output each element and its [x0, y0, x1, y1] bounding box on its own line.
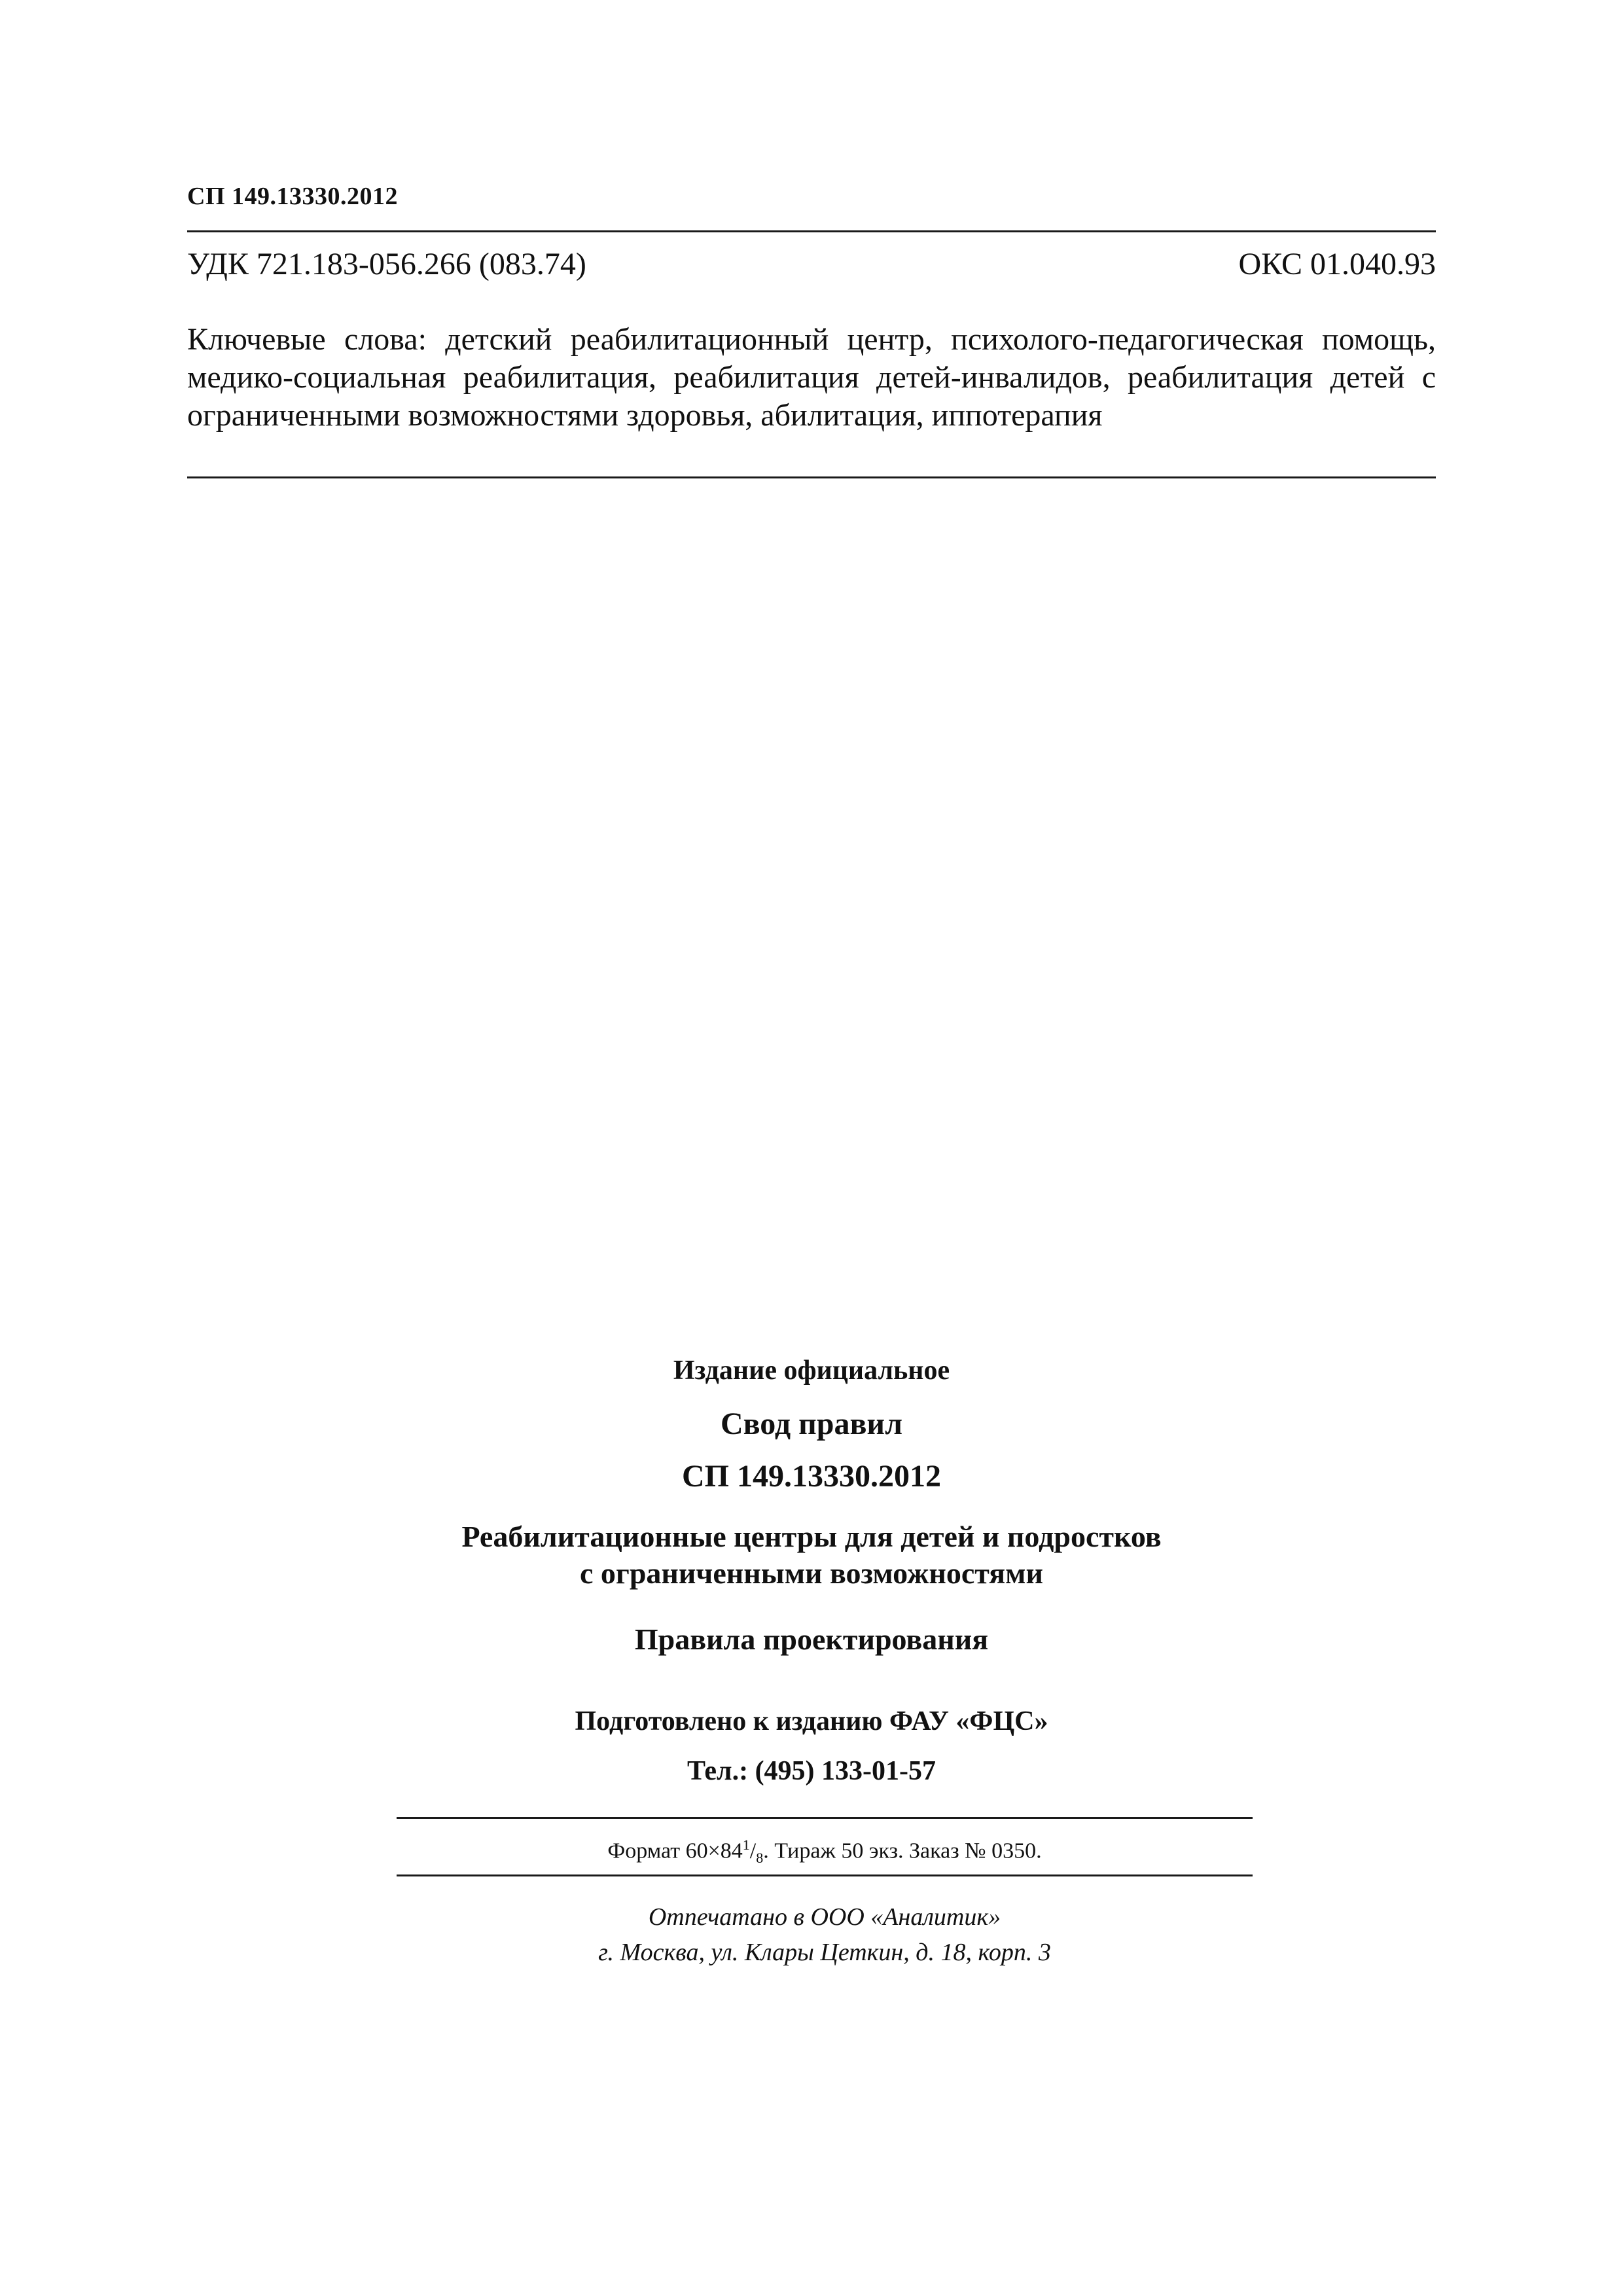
title-line-2: с ограниченными возможностями [580, 1556, 1043, 1590]
printer-address: г. Москва, ул. Клары Цеткин, д. 18, корп. 3 [598, 1939, 1051, 1966]
printer-name: Отпечатано в ООО «Аналитик» [648, 1903, 1001, 1931]
document-type: Свод правил [720, 1407, 902, 1441]
document-subtitle: Правила проектирования [634, 1623, 989, 1656]
format-denominator: 8 [756, 1850, 764, 1867]
imprint-rule-top [397, 1817, 1253, 1819]
document-title [157, 1518, 1466, 1592]
classification-row [187, 246, 1436, 282]
keywords-paragraph: Ключевые слова: детский реабилитационный центр, психолого-педагогическая помощь, медико-социальная реабилитация, реабилитация детей-инвалидов, реабилитация детей с ограниченными возможностями здоровья, абилитация, иппотерапия [187, 322, 1436, 433]
imprint-rule-bottom [397, 1874, 1253, 1876]
prepared-by: Подготовлено к изданию ФАУ «ФЦС» [575, 1706, 1048, 1736]
format-suffix: . Тираж 50 экз. Заказ № 0350. [763, 1839, 1042, 1863]
edition-label: Издание официальное [673, 1355, 950, 1386]
oks-code: ОКС 01.040.93 [1238, 247, 1436, 281]
document-code: СП 149.13330.2012 [682, 1459, 941, 1494]
phone-number: Тел.: (495) 133-01-57 [687, 1756, 936, 1786]
keywords-rule [187, 476, 1436, 478]
document-code-header: СП 149.13330.2012 [187, 183, 398, 210]
printer-info [397, 1899, 1253, 1970]
format-prefix: Формат 60×84 [607, 1839, 743, 1863]
title-line-1: Реабилитационные центры для детей и подростков [461, 1520, 1162, 1553]
print-format: Формат $60\times 84^1/_8$. Тираж 50 экз. Заказ № 0350. [607, 1837, 1042, 1867]
udk-code: УДК 721.183-056.266 (083.74) [187, 247, 586, 281]
header-rule [187, 230, 1436, 232]
format-numerator: 1 [742, 1837, 750, 1853]
